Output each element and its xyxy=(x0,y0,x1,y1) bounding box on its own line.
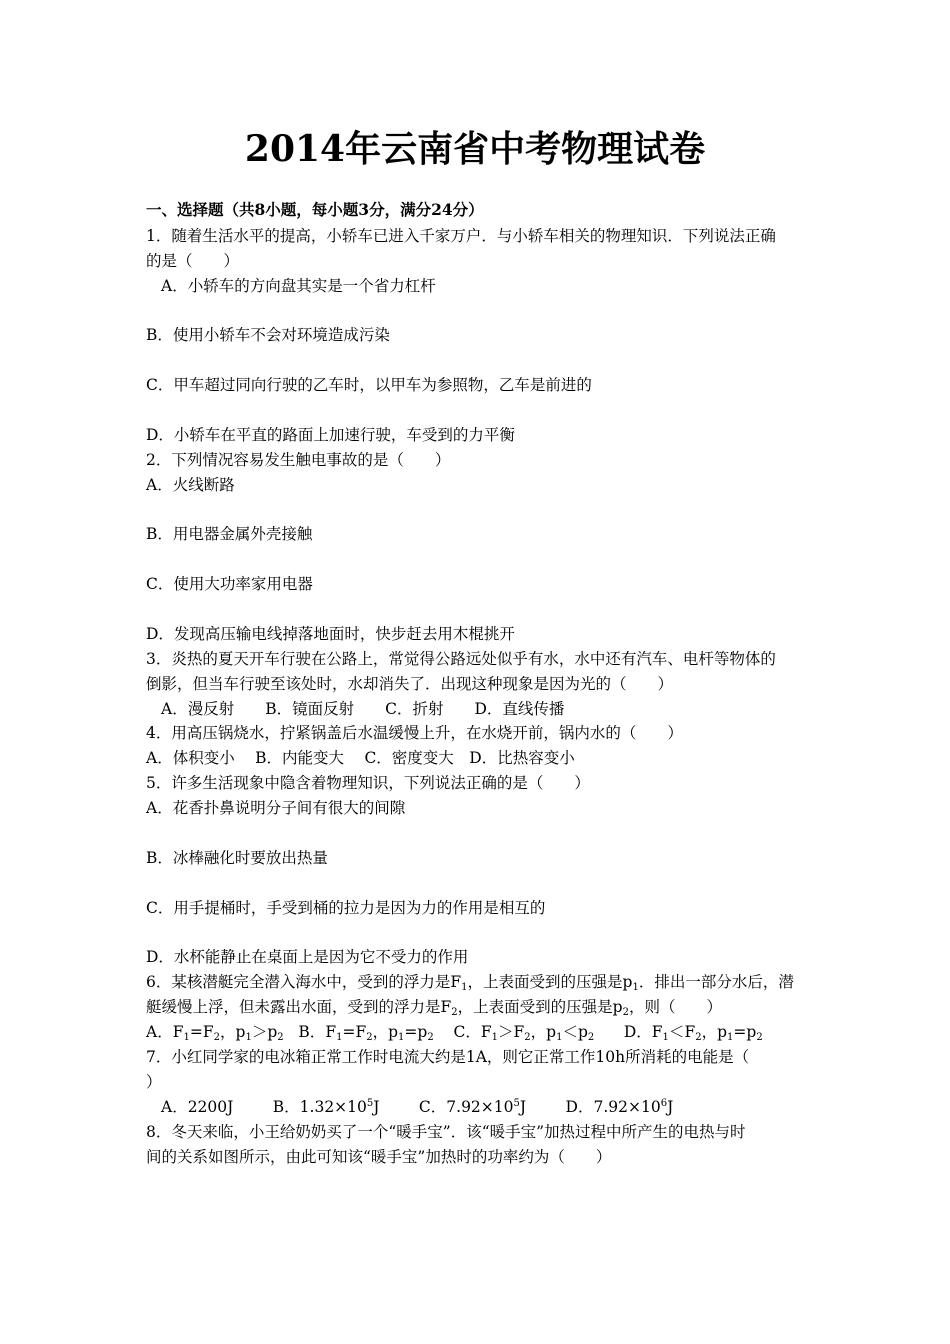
q2-option-a: A．火线断路 xyxy=(146,476,235,494)
q7-option-c: C．$7.92\times 10^5J$ xyxy=(418,1098,527,1116)
q2-option-b: B．用电器金属外壳接触 xyxy=(146,525,313,543)
q2-option-d: D．发现高压输电线掉落地面时，快步赶去用木棍挑开 xyxy=(146,625,515,643)
q1-option-b: B．使用小轿车不会对环境造成污染 xyxy=(146,326,390,344)
q6-options xyxy=(146,1020,763,1044)
q7-option-b: B．$1.32\times 10^5J$ xyxy=(272,1098,380,1116)
q6-option-d: D．$F_1<F_2$，$p_1=p_2$ xyxy=(623,1023,763,1043)
q7-option-a: A．2200J xyxy=(161,1098,234,1116)
q1-stem-line1: 1．随着生活水平的提高，小轿车已进入千家万户．与小轿车相关的物理知识．下列说法正确 xyxy=(146,227,776,245)
q6-stem-line2: 艇缓慢上浮，但未露出水面，受到的浮力是$F_2$，上表面受到的压强是$p_2$，则（ ） xyxy=(146,998,722,1018)
q6-stem-line1: 6．某核潜艇完全潜入海水中，受到的浮力是$F_1$，上表面受到的压强是$p_1$．排出一部分水后，潜 xyxy=(146,973,794,993)
q5-stem: 5．许多生活现象中隐含着物理知识，下列说法正确的是（ ） xyxy=(146,774,590,792)
q2-stem: 2．下列情况容易发生触电事故的是（ ） xyxy=(146,451,451,469)
q5-option-b: B．冰棒融化时要放出热量 xyxy=(146,849,328,867)
q6-option-b: B．$F_1=F_2$，$p_1=p_2$ xyxy=(298,1023,434,1043)
q1-option-a: A．小轿车的方向盘其实是一个省力杠杆 xyxy=(161,277,436,295)
q5-option-d: D．水杯能静止在桌面上是因为它不受力的作用 xyxy=(146,948,469,966)
q7-option-d: D．$7.92\times 10^6J$ xyxy=(565,1098,674,1116)
q5-option-c: C．用手提桶时，手受到桶的拉力是因为力的作用是相互的 xyxy=(146,899,546,917)
q4-stem: 4．用高压锅烧水，拧紧锅盖后水温缓慢上升，在水烧开前，锅内水的（ ） xyxy=(146,724,683,742)
q3-stem-line1: 3．炎热的夏天开车行驶在公路上，常觉得公路远处似乎有水，水中还有汽车、电杆等物体的 xyxy=(146,650,776,668)
q8-stem-line1: 8．冬天来临，小王给奶奶买了一个“暖手宝”．该“暖手宝”加热过程中所产生的电热与时 xyxy=(146,1123,746,1141)
q6-option-c: C．$F_1>F_2$，$p_1<p_2$ xyxy=(453,1023,595,1043)
q7-options xyxy=(161,1095,673,1119)
q8-stem-line2: 间的关系如图所示，由此可知该“暖手宝”加热时的功率约为（ ） xyxy=(146,1148,612,1166)
q1-stem-line2: 的是（ ） xyxy=(146,252,240,270)
q1-option-d: D．小轿车在平直的路面上加速行驶，车受到的力平衡 xyxy=(146,426,515,444)
q7-stem-line2: ） xyxy=(146,1073,162,1091)
q4-options: A．体积变小 B．内能变大 C．密度变大 D．比热容变小 xyxy=(146,749,575,767)
q2-option-c: C．使用大功率家用电器 xyxy=(146,575,313,593)
section-heading: 一、选择题（共8小题，每小题3分，满分24分） xyxy=(146,200,484,219)
exam-title: 2014年云南省中考物理试卷 xyxy=(244,128,706,170)
q3-stem-line2: 倒影，但当车行驶至该处时，水却消失了．出现这种现象是因为光的（ ） xyxy=(146,675,674,693)
q1-option-c: C．甲车超过同向行驶的乙车时，以甲车为参照物，乙车是前进的 xyxy=(146,376,592,394)
q7-stem-line1: 7．小红同学家的电冰箱正常工作时电流大约是1A，则它正常工作10h所消耗的电能是（ xyxy=(146,1048,750,1066)
q5-option-a: A．花香扑鼻说明分子间有很大的间隙 xyxy=(146,799,406,817)
q6-option-a: A．$F_1=F_2$，$p_1>p_2$ xyxy=(146,1023,284,1043)
q3-options: A．漫反射 B．镜面反射 C．折射 D．直线传播 xyxy=(161,700,565,718)
